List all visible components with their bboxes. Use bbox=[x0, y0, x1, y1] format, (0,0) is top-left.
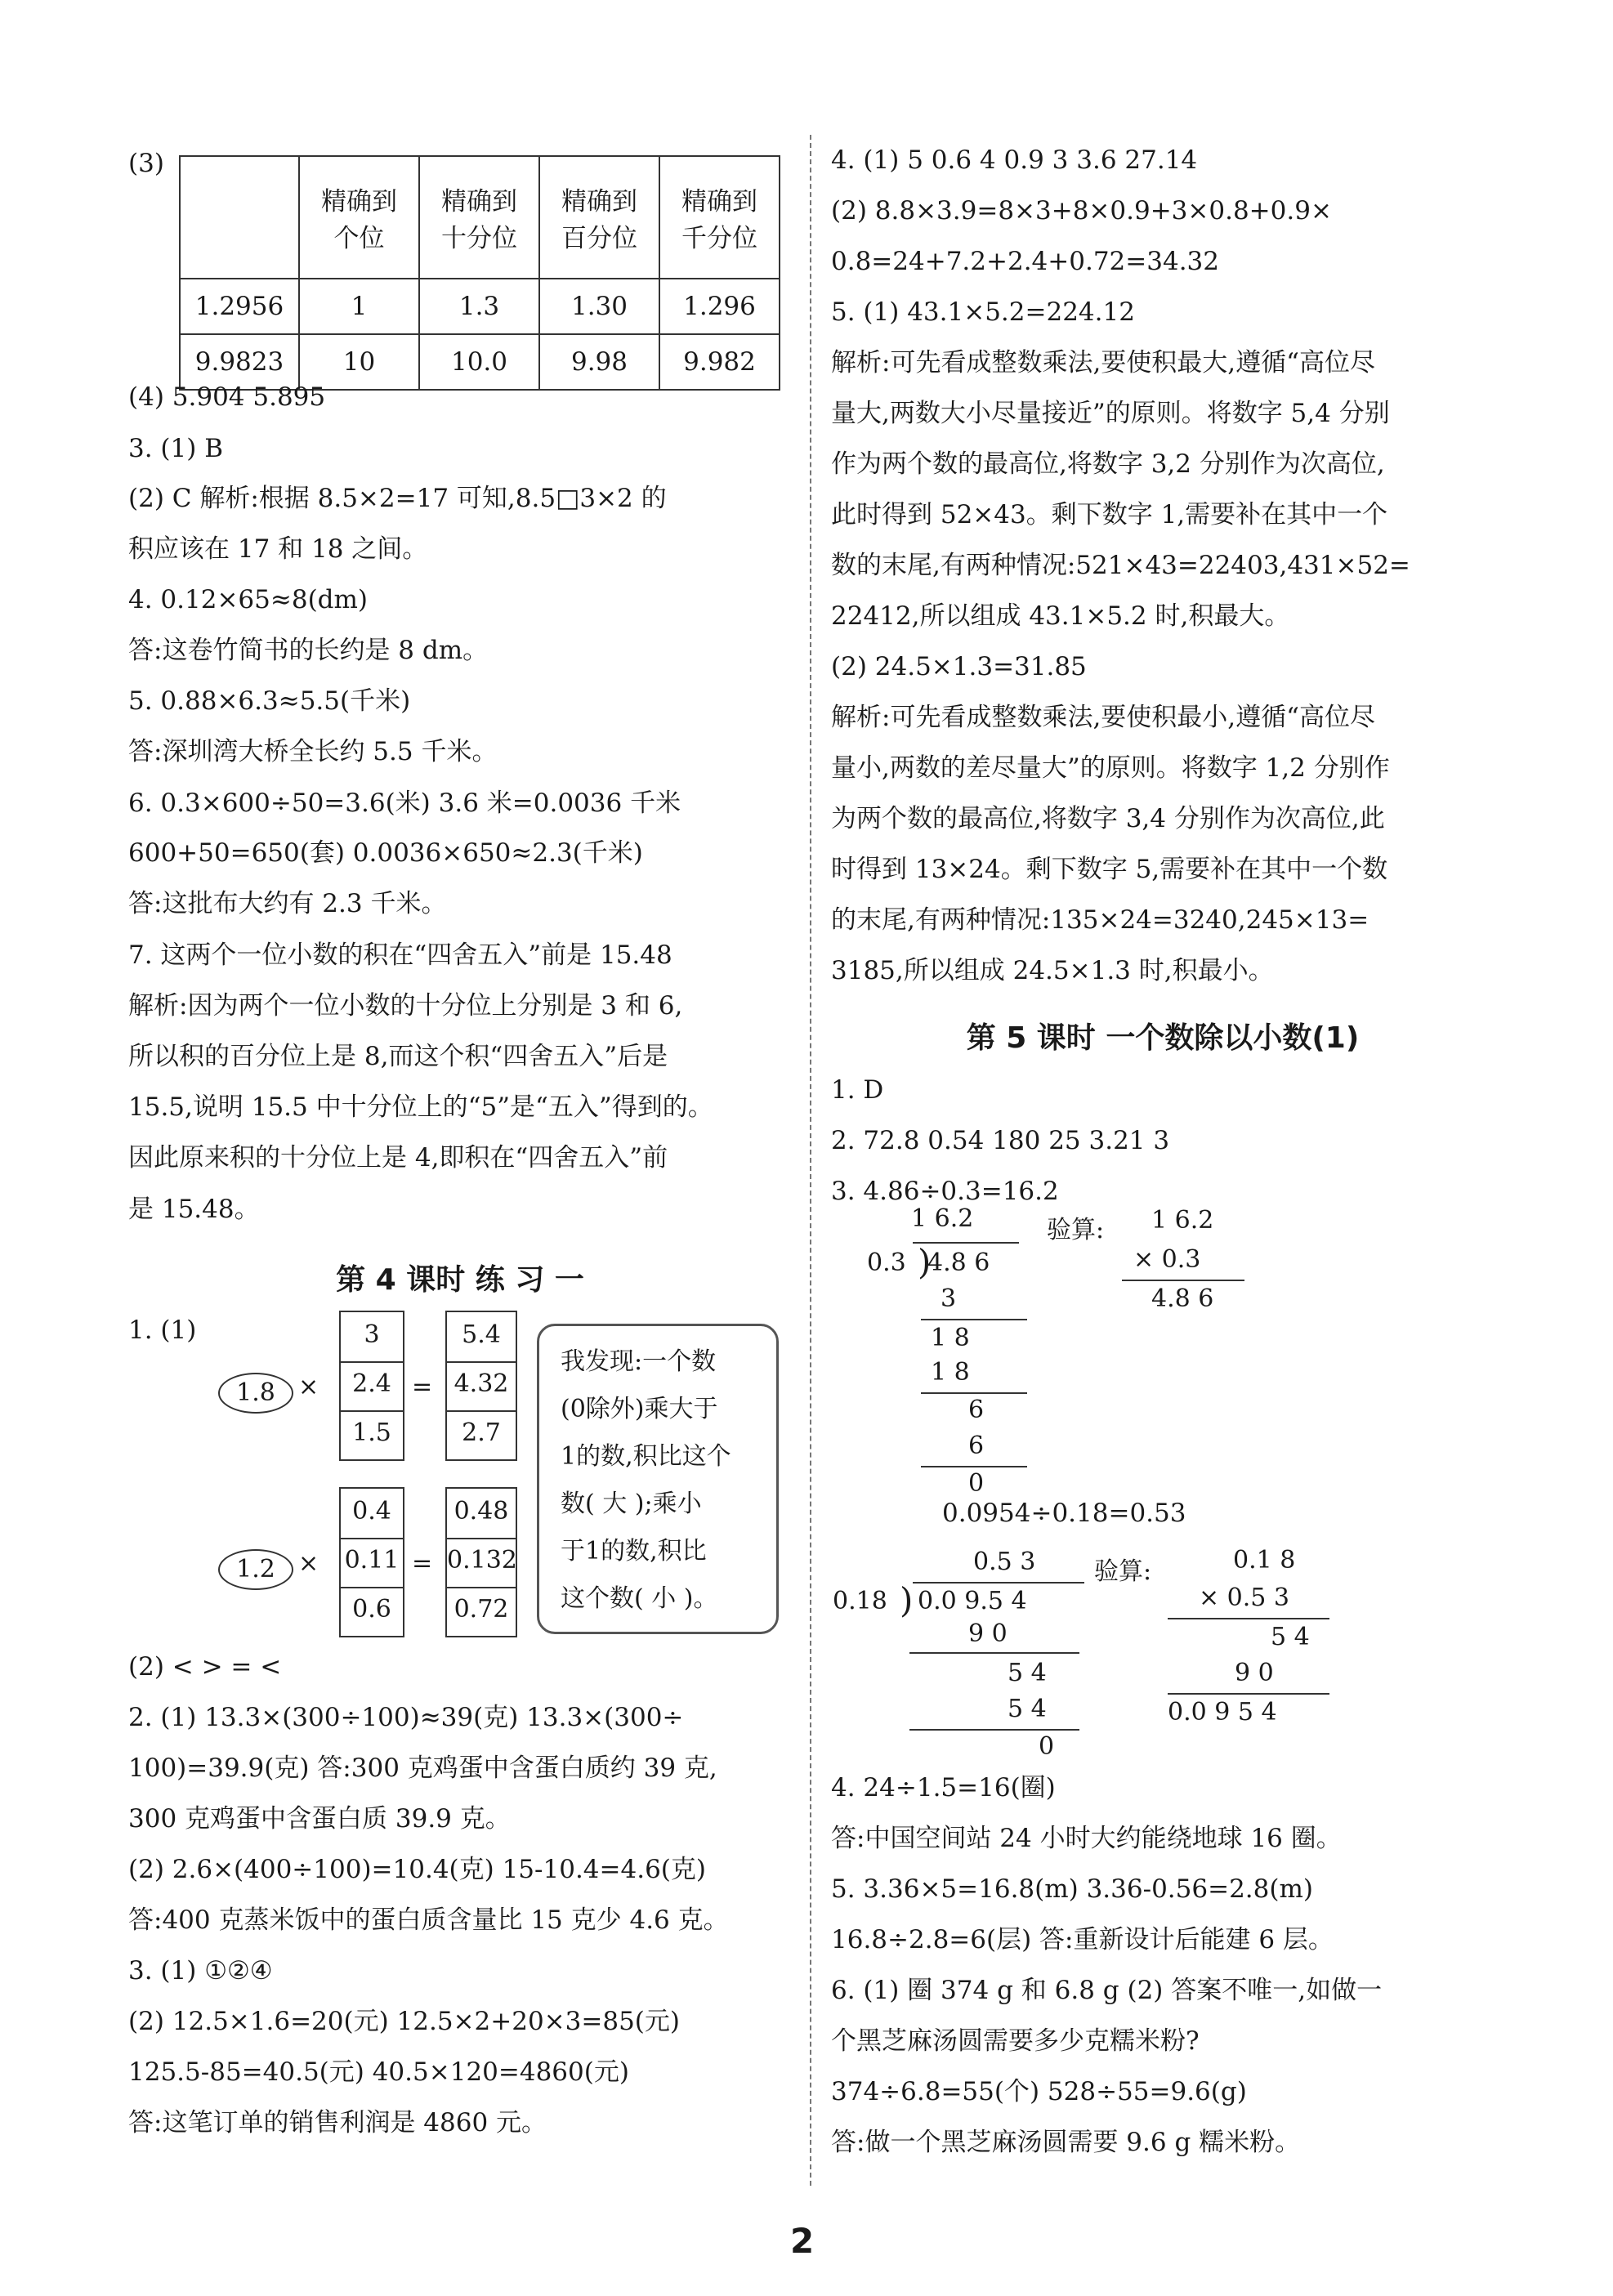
answer-line: (2) 8.8×3.9=8×3+8×0.9+3×0.8+0.9× bbox=[831, 196, 1332, 226]
box-divider bbox=[447, 1361, 516, 1363]
answer-line: 2. 72.8 0.54 180 25 3.21 3 bbox=[831, 1126, 1170, 1155]
table-row bbox=[180, 279, 780, 334]
answer-line: 3. (1) ①②④ bbox=[128, 1956, 273, 1986]
table-cell: 1.30 bbox=[539, 279, 659, 334]
answer-line: 解析:可先看成整数乘法,要使积最小,遵循“高位尽 bbox=[831, 703, 1375, 732]
answer-line: 此时得到 52×43。剩下数字 1,需要补在其中一个 bbox=[831, 500, 1388, 529]
rounding-table bbox=[179, 155, 780, 391]
answer-line: 6. (1) 圈 374 g 和 6.8 g (2) 答案不唯一,如做一 bbox=[831, 1976, 1383, 2005]
answer-line: 答:深圳湾大桥全长约 5.5 千米。 bbox=[128, 737, 498, 766]
factor-circle: 1.2 bbox=[218, 1549, 293, 1590]
division-step: 0 bbox=[968, 1469, 985, 1498]
product-box bbox=[445, 1487, 517, 1637]
check-line: 0.1 8 bbox=[1233, 1546, 1296, 1575]
question-label: 1. (1) bbox=[128, 1316, 197, 1345]
division-step: 6 bbox=[968, 1432, 985, 1460]
check-line: 0.0 9 5 4 bbox=[1168, 1698, 1277, 1726]
table-cell: 10 bbox=[299, 334, 419, 390]
multiplier-box bbox=[339, 1311, 404, 1461]
answer-line: 量小,两数的差尽量大”的原则。将数字 1,2 分别作 bbox=[831, 753, 1390, 783]
multiplier-box bbox=[339, 1487, 404, 1637]
answer-line: 解析:可先看成整数乘法,要使积最大,遵循“高位尽 bbox=[831, 348, 1375, 377]
division-step: 5 4 bbox=[1008, 1659, 1047, 1687]
answer-line: 5. (1) 43.1×5.2=224.12 bbox=[831, 297, 1135, 327]
check-line: 4.8 6 bbox=[1151, 1284, 1214, 1313]
answer-line: 6. 0.3×600÷50=3.6(米) 3.6 米=0.0036 千米 bbox=[128, 788, 681, 818]
multiplier-value: 3 bbox=[364, 1320, 380, 1349]
answer-line: 答:做一个黑芝麻汤圆需要 9.6 g 糯米粉。 bbox=[831, 2128, 1301, 2157]
product-value: 0.48 bbox=[454, 1497, 509, 1525]
box-divider bbox=[447, 1538, 516, 1539]
product-box bbox=[445, 1311, 517, 1461]
table-cell: 9.982 bbox=[659, 334, 780, 390]
answer-line: 3. 4.86÷0.3=16.2 bbox=[831, 1177, 1059, 1206]
answer-line: 积应该在 17 和 18 之间。 bbox=[128, 534, 428, 564]
answer-line: 7. 这两个一位小数的积在“四舍五入”前是 15.48 bbox=[128, 940, 672, 970]
multiplier-value: 1.5 bbox=[352, 1418, 391, 1447]
times-sign: × bbox=[298, 1373, 319, 1401]
answer-line: 所以积的百分位上是 8,而这个积“四舍五入”后是 bbox=[128, 1042, 668, 1071]
division-bracket: ) bbox=[900, 1580, 914, 1620]
check-line: 9 0 bbox=[1235, 1659, 1274, 1687]
answer-line: (2) 24.5×1.3=31.85 bbox=[831, 652, 1087, 681]
answer-line: 答:中国空间站 24 小时大约能绕地球 16 圈。 bbox=[831, 1824, 1342, 1853]
division-step: 1 8 bbox=[931, 1324, 970, 1352]
division-line bbox=[921, 1466, 1027, 1467]
answer-line: 作为两个数的最高位,将数字 3,2 分别作为次高位, bbox=[831, 449, 1385, 479]
answer-line: (2) 2.6×(400÷100)=10.4(克) 15-10.4=4.6(克) bbox=[128, 1855, 706, 1884]
check-bar bbox=[1122, 1280, 1244, 1281]
section-title-lesson5: 第 5 课时 一个数除以小数(1) bbox=[966, 1021, 1360, 1055]
equals-sign: = bbox=[412, 1549, 433, 1578]
division-step: 3 bbox=[941, 1284, 957, 1313]
note-line: 数( 大 );乘小 bbox=[561, 1490, 702, 1518]
division-bracket: ) bbox=[918, 1242, 932, 1282]
answer-line: 4. (1) 5 0.6 4 0.9 3 3.6 27.14 bbox=[831, 145, 1198, 175]
check-bar bbox=[1168, 1618, 1329, 1619]
answer-line: 5. 0.88×6.3≈5.5(千米) bbox=[128, 686, 411, 716]
answer-line: 125.5-85=40.5(元) 40.5×120=4860(元) bbox=[128, 2057, 629, 2087]
division-line bbox=[921, 1319, 1027, 1320]
answer-line: 是 15.48。 bbox=[128, 1195, 260, 1224]
answer-line: 解析:因为两个一位小数的十分位上分别是 3 和 6, bbox=[128, 991, 683, 1021]
multiplier-value: 2.4 bbox=[352, 1369, 391, 1398]
answer-line: 5. 3.36×5=16.8(m) 3.36-0.56=2.8(m) bbox=[831, 1874, 1313, 1904]
answer-line: 因此原来积的十分位上是 4,即积在“四舍五入”前 bbox=[128, 1143, 668, 1173]
answer-line: 374÷6.8=55(个) 528÷55=9.6(g) bbox=[831, 2077, 1247, 2106]
table-header: 精确到 个位 bbox=[299, 156, 419, 279]
check-line: × 0.3 bbox=[1133, 1245, 1201, 1274]
box-divider bbox=[341, 1361, 403, 1363]
table-header: 精确到 百分位 bbox=[539, 156, 659, 279]
box-divider bbox=[447, 1587, 516, 1588]
dividend: 4.8 6 bbox=[927, 1249, 990, 1277]
division-step: 5 4 bbox=[1008, 1695, 1047, 1723]
answer-line: 15.5,说明 15.5 中十分位上的“5”是“五入”得到的。 bbox=[128, 1092, 713, 1122]
division-line bbox=[909, 1652, 1079, 1654]
answer-line: 4. 24÷1.5=16(圈) bbox=[831, 1773, 1056, 1802]
multiplier-value: 0.6 bbox=[352, 1595, 391, 1624]
box-divider bbox=[341, 1587, 403, 1588]
note-line: 1的数,积比这个 bbox=[561, 1442, 731, 1471]
answer-line: 答:400 克蒸米饭中的蛋白质含量比 15 克少 4.6 克。 bbox=[128, 1905, 729, 1935]
page-number: 2 bbox=[790, 2221, 815, 2261]
product-value: 0.132 bbox=[447, 1546, 517, 1575]
answer-line: 2. (1) 13.3×(300÷100)≈39(克) 13.3×(300÷ bbox=[128, 1703, 684, 1732]
table-cell: 10.0 bbox=[419, 334, 539, 390]
product-value: 0.72 bbox=[454, 1595, 509, 1624]
answer-line: 3185,所以组成 24.5×1.3 时,积最小。 bbox=[831, 956, 1274, 985]
check-line: 5 4 bbox=[1271, 1623, 1310, 1651]
answer-line: 时得到 13×24。剩下数字 5,需要补在其中一个数 bbox=[831, 855, 1388, 884]
table-cell: 9.9823 bbox=[180, 334, 299, 390]
answer-line: 为两个数的最高位,将数字 3,4 分别作为次高位,此 bbox=[831, 804, 1385, 833]
answer-line: (2) C 解析:根据 8.5×2=17 可知,8.5□3×2 的 bbox=[128, 484, 667, 513]
answer-line: 答:这批布大约有 2.3 千米。 bbox=[128, 889, 447, 918]
dividend: 0.0 9.5 4 bbox=[918, 1587, 1027, 1615]
answer-line: 答:这卷竹简书的长约是 8 dm。 bbox=[128, 636, 489, 665]
divisor: 0.3 bbox=[867, 1249, 906, 1277]
answer-line: 16.8÷2.8=6(层) 答:重新设计后能建 6 层。 bbox=[831, 1925, 1334, 1954]
note-line: 于1的数,积比 bbox=[561, 1537, 707, 1566]
table-corner bbox=[180, 156, 299, 279]
check-label: 验算: bbox=[1047, 1216, 1105, 1244]
quotient: 1 6.2 bbox=[911, 1204, 974, 1233]
answer-line: 4. 0.12×65≈8(dm) bbox=[128, 585, 369, 614]
division-step: 1 8 bbox=[931, 1358, 970, 1387]
table-cell: 1 bbox=[299, 279, 419, 334]
answer-line: 个黑芝麻汤圆需要多少克糯米粉? bbox=[831, 2026, 1200, 2056]
quotient: 0.5 3 bbox=[973, 1548, 1036, 1576]
multiplier-value: 0.11 bbox=[344, 1546, 400, 1575]
division-step: 6 bbox=[968, 1396, 985, 1424]
table-cell: 9.98 bbox=[539, 334, 659, 390]
equation: 0.0954÷0.18=0.53 bbox=[942, 1499, 1186, 1528]
answer-line: 答:这笔订单的销售利润是 4860 元。 bbox=[128, 2108, 547, 2137]
answer-line: 1. D bbox=[831, 1075, 884, 1105]
answer-line: 的末尾,有两种情况:135×24=3240,245×13= bbox=[831, 905, 1369, 935]
table-cell: 1.3 bbox=[419, 279, 539, 334]
table-header: 精确到 千分位 bbox=[659, 156, 780, 279]
note-line: (0除外)乘大于 bbox=[561, 1395, 718, 1423]
divisor: 0.18 bbox=[833, 1587, 887, 1615]
discovery-note bbox=[537, 1324, 779, 1634]
note-line: 我发现:一个数 bbox=[561, 1347, 717, 1376]
equals-sign: = bbox=[412, 1373, 433, 1401]
division-line bbox=[921, 1392, 1027, 1394]
answer-line: 量大,两数大小尽量接近”的原则。将数字 5,4 分别 bbox=[831, 399, 1390, 428]
answer-line: (2) < > = < bbox=[128, 1652, 282, 1682]
answer-line: 300 克鸡蛋中含蛋白质 39.9 克。 bbox=[128, 1804, 511, 1834]
box-divider bbox=[341, 1410, 403, 1412]
table-cell: 1.2956 bbox=[180, 279, 299, 334]
product-value: 5.4 bbox=[462, 1320, 501, 1349]
check-label: 验算: bbox=[1094, 1557, 1152, 1586]
answer-line: 22412,所以组成 43.1×5.2 时,积最大。 bbox=[831, 601, 1290, 631]
times-sign: × bbox=[298, 1549, 319, 1578]
division-bar bbox=[913, 1582, 1084, 1584]
check-bar bbox=[1168, 1693, 1329, 1695]
factor-circle: 1.8 bbox=[218, 1373, 293, 1414]
column-divider bbox=[810, 135, 811, 2186]
table-label: (3) bbox=[128, 149, 164, 178]
product-value: 4.32 bbox=[454, 1369, 509, 1398]
answer-line: 0.8=24+7.2+2.4+0.72=34.32 bbox=[831, 247, 1219, 276]
answer-line: 100)=39.9(克) 答:300 克鸡蛋中含蛋白质约 39 克, bbox=[128, 1753, 717, 1783]
answer-line: 数的末尾,有两种情况:521×43=22403,431×52= bbox=[831, 551, 1410, 580]
section-title-lesson4: 第 4 课时 练 习 一 bbox=[336, 1263, 584, 1297]
product-value: 2.7 bbox=[462, 1418, 501, 1447]
answer-line: (4) 5.904 5.895 bbox=[128, 382, 326, 412]
table-header: 精确到 十分位 bbox=[419, 156, 539, 279]
division-step: 0 bbox=[1039, 1732, 1055, 1761]
answer-line: 3. (1) B bbox=[128, 434, 223, 463]
answer-line: 600+50=650(套) 0.0036×650≈2.3(千米) bbox=[128, 838, 643, 868]
table-cell: 1.296 bbox=[659, 279, 780, 334]
note-line: 这个数( 小 )。 bbox=[561, 1584, 718, 1613]
division-step: 9 0 bbox=[968, 1619, 1008, 1648]
division-line bbox=[909, 1729, 1079, 1731]
box-divider bbox=[341, 1538, 403, 1539]
multiplier-value: 0.4 bbox=[352, 1497, 391, 1525]
check-line: × 0.5 3 bbox=[1199, 1584, 1290, 1612]
check-line: 1 6.2 bbox=[1151, 1206, 1214, 1235]
answer-line: (2) 12.5×1.6=20(元) 12.5×2+20×3=85(元) bbox=[128, 2007, 680, 2036]
box-divider bbox=[447, 1410, 516, 1412]
